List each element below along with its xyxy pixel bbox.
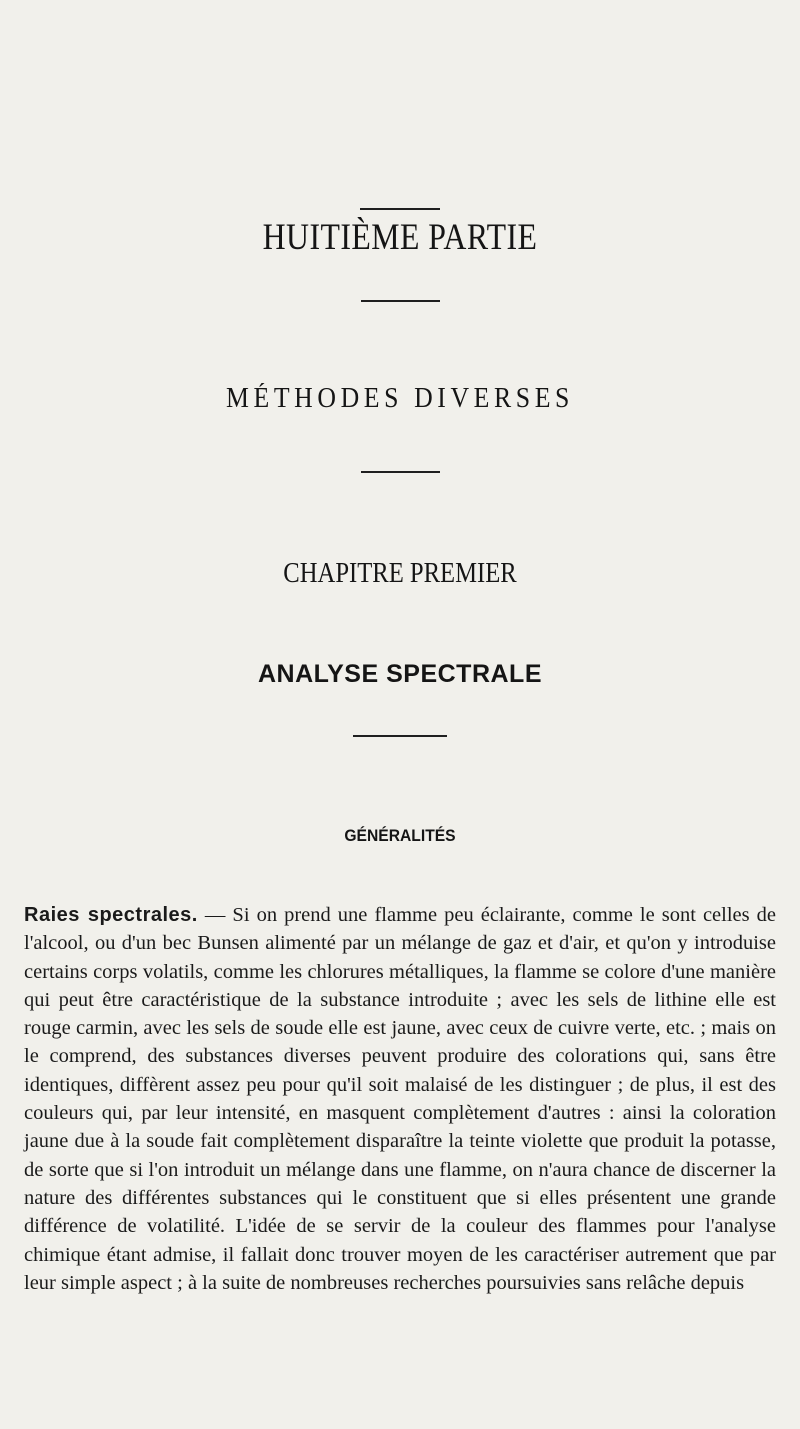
method-title: MÉTHODES DIVERSES (226, 383, 574, 414)
paragraph-text: — Si on prend une flamme peu éclairante, comme le sont celles de l'alcool, ou d'un bec Bunsen alimenté par un mélange de gaz et d'air, et qu'on y introduise certains corps volatils, comme les chlorures métalliques, la flamme se colore d'une manière qui peut être caractéristique de la substance introduite ; avec les sels de lithine elle est rouge carmin, avec les sels de soude elle est jaune, avec ceux de cuivre verte, etc. ; mais on le comprend, des substances diverses peuvent produire des colorations qui, sans être identiques, diffèrent assez peu pour qu'il soit malaisé de les distinguer ; de plus, il est des couleurs qui, par leur intensité, en masquent complètement d'autres : ainsi la coloration jaune due à la soude fait complètement disparaître la teinte violette que produit la potasse, de sorte que si l'on introduit un mélange dans une flamme, on n'aura chance de discerner la nature des différentes substances qui le constituent que si elles présentent une grande différence de volatilité. L'idée de se servir de la couleur des flammes pour l'analyse chimique étant admise, il fallait donc trouver moyen de les caractériser autrement que par leur simple aspect ; à la suite de nombreuses recherches poursuivies sans relâche depuis (24, 904, 777, 1294)
method-rule (361, 471, 440, 473)
part-title: HUITIÈME PARTIE (262, 217, 538, 258)
run-in-heading: Raies spectrales. (24, 904, 198, 926)
subsection-title: GÉNÉRALITÉS (344, 826, 456, 845)
section-rule (353, 735, 447, 737)
chapter-title: CHAPITRE PREMIER (283, 558, 517, 589)
section-title: ANALYSE SPECTRALE (257, 660, 542, 688)
body-paragraph (24, 901, 776, 1297)
top-rule (360, 208, 440, 210)
part-rule (361, 300, 440, 302)
